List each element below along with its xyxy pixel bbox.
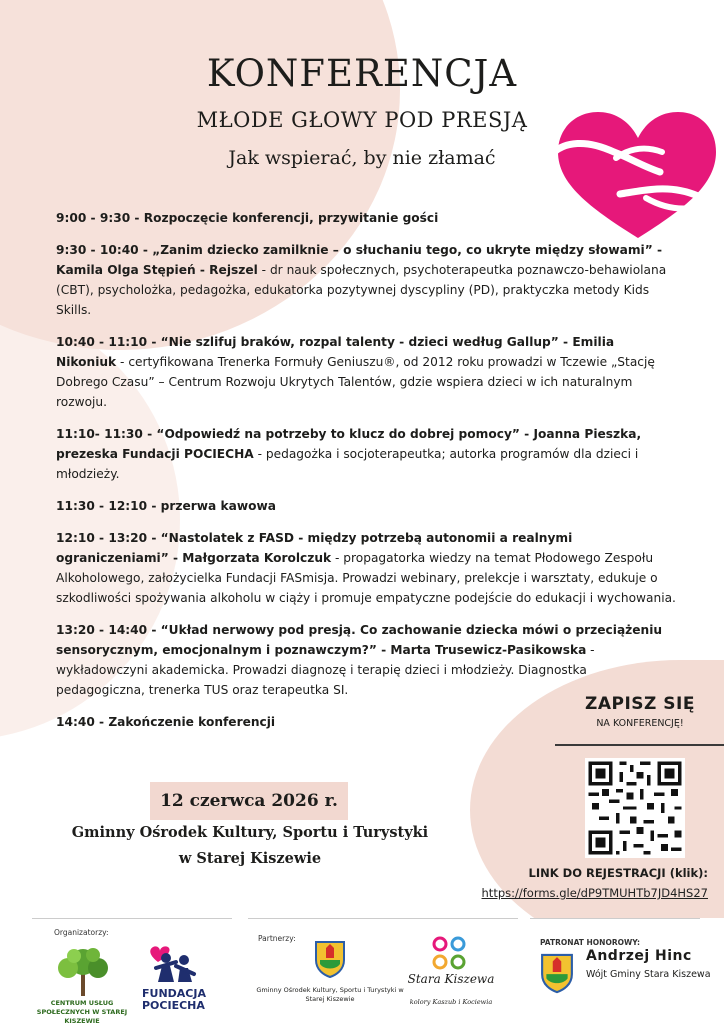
signup-subtitle: NA KONFERENCJĘ! (596, 718, 684, 729)
agenda-item: 14:40 - Zakończenie konferencji (56, 715, 276, 729)
patron-role: Wójt Gminy Stara Kiszewa (586, 969, 711, 980)
agenda-item: 9:30 - 10:40 - „Zanim dziecko zamilknie – o słuchaniu tego, co ukryte między słowami” - Kamila Olga Stępień - Rejszel - dr nauk społecznych, psychoterapeutka poznawczo-behawiolana (CBT), psycholożka, pedagożka, edukatorka pozytywnej dyscypliny (PD), praktyczka metody Kids Skills. (56, 243, 667, 317)
divider (555, 744, 724, 746)
registration-label: LINK DO REJESTRACJI (klik): (528, 866, 708, 880)
event-date: 12 czerwca 2026 r. (150, 782, 348, 820)
registration-link[interactable]: https://forms.gle/dP9TMUHTb7JD4HS27 (481, 886, 708, 900)
agenda-item: 11:30 - 12:10 - przerwa kawowa (56, 499, 276, 513)
conference-title: KONFERENCJA (206, 52, 518, 95)
organizers-label: Organizatorzy: (54, 928, 109, 937)
agenda-item: 10:40 - 11:10 - “Nie szlifuj braków, rozpal talenty - dzieci według Gallup” - Emilia Nikoniuk - certyfikowana Trenerka Formuły Geniuszu®, od 2012 roku prowadzi w Tczewie „Stację Dobrego Czasu” – Centrum Rozwoju Ukrytych Talentów, gdzie wspiera dzieci w ich naturalnym rozwoju. (56, 335, 655, 409)
conference-subtitle: MŁODE GŁOWY POD PRESJĄ (196, 108, 528, 132)
conference-tagline: Jak wspierać, by nie złamać (228, 147, 496, 169)
coat-of-arms-icon (540, 950, 574, 996)
signup-title: ZAPISZ SIĘ (585, 694, 695, 714)
tree-logo (48, 946, 118, 998)
venue-line-2: w Starej Kiszewie (178, 850, 322, 867)
agenda-item: 9:00 - 9:30 - Rozpoczęcie konferencji, przywitanie gości (56, 211, 439, 225)
flower-logo (430, 936, 468, 972)
agenda-item: 13:20 - 14:40 - “Układ nerwowy pod presją. Co zachowanie dziecka mówi o przeciążeniu sensorycznym, emocjonalnym i poznawczym?” - Marta Trusewicz-Pasikowska - wykładowczyni akademicka. Prowadzi diagnozę i terapię dzieci i młodzieży. Diagnostka pedagogiczna, trenerka TUS oraz terapeutka SI. (56, 623, 663, 697)
stara-kiszewa-tagline: kolory Kaszub i Kociewia (409, 998, 493, 1006)
event-venue (40, 820, 460, 872)
divider (530, 918, 700, 919)
cus-name: CENTRUM USŁUG SPOŁECZNYCH W STAREJ KISZEWIE (36, 999, 128, 1025)
stara-kiszewa-name: Stara Kiszewa (407, 972, 495, 986)
venue-line-1: Gminny Ośrodek Kultury, Sportu i Turystyki (71, 824, 429, 841)
gok-name: Gminny Ośrodek Kultury, Sportu i Turystyki w Starej Kiszewie (256, 986, 404, 1003)
divider (32, 918, 232, 919)
patron-name: Andrzej Hinc (586, 948, 692, 964)
agenda-item: 12:10 - 13:20 - “Nastolatek z FASD - między potrzebą autonomii a realnymi ograniczeniami” - Małgorzata Korolczuk - propagatorka wiedzy na temat Płodowego Zespołu Alkoholowego, założycielka Fundacji FASmisja. Prowadzi webinary, prelekcje i warsztaty, edukuje o szkodliwości spożywania alkoholu w ciąży i promuje empatyczne podejście do edukacji i wychowania. (56, 531, 676, 605)
partners-label: Partnerzy: (258, 934, 296, 943)
coat-of-arms-icon (314, 940, 346, 978)
divider (248, 918, 518, 919)
agenda-item: 11:10- 11:30 - “Odpowiedź na potrzeby to klucz do dobrej pomocy” - Joanna Pieszka, prezeska Fundacji POCIECHA - pedagożka i socjoterapeutka; autorka programów dla dzieci i młodzieży. (56, 427, 642, 481)
pociecha-logo (146, 944, 198, 986)
patronage-label: PATRONAT HONOROWY: (540, 938, 641, 947)
agenda (56, 208, 676, 744)
qr-code[interactable] (585, 758, 685, 858)
fundacja-name: FUNDACJA POCIECHA (142, 987, 206, 1012)
